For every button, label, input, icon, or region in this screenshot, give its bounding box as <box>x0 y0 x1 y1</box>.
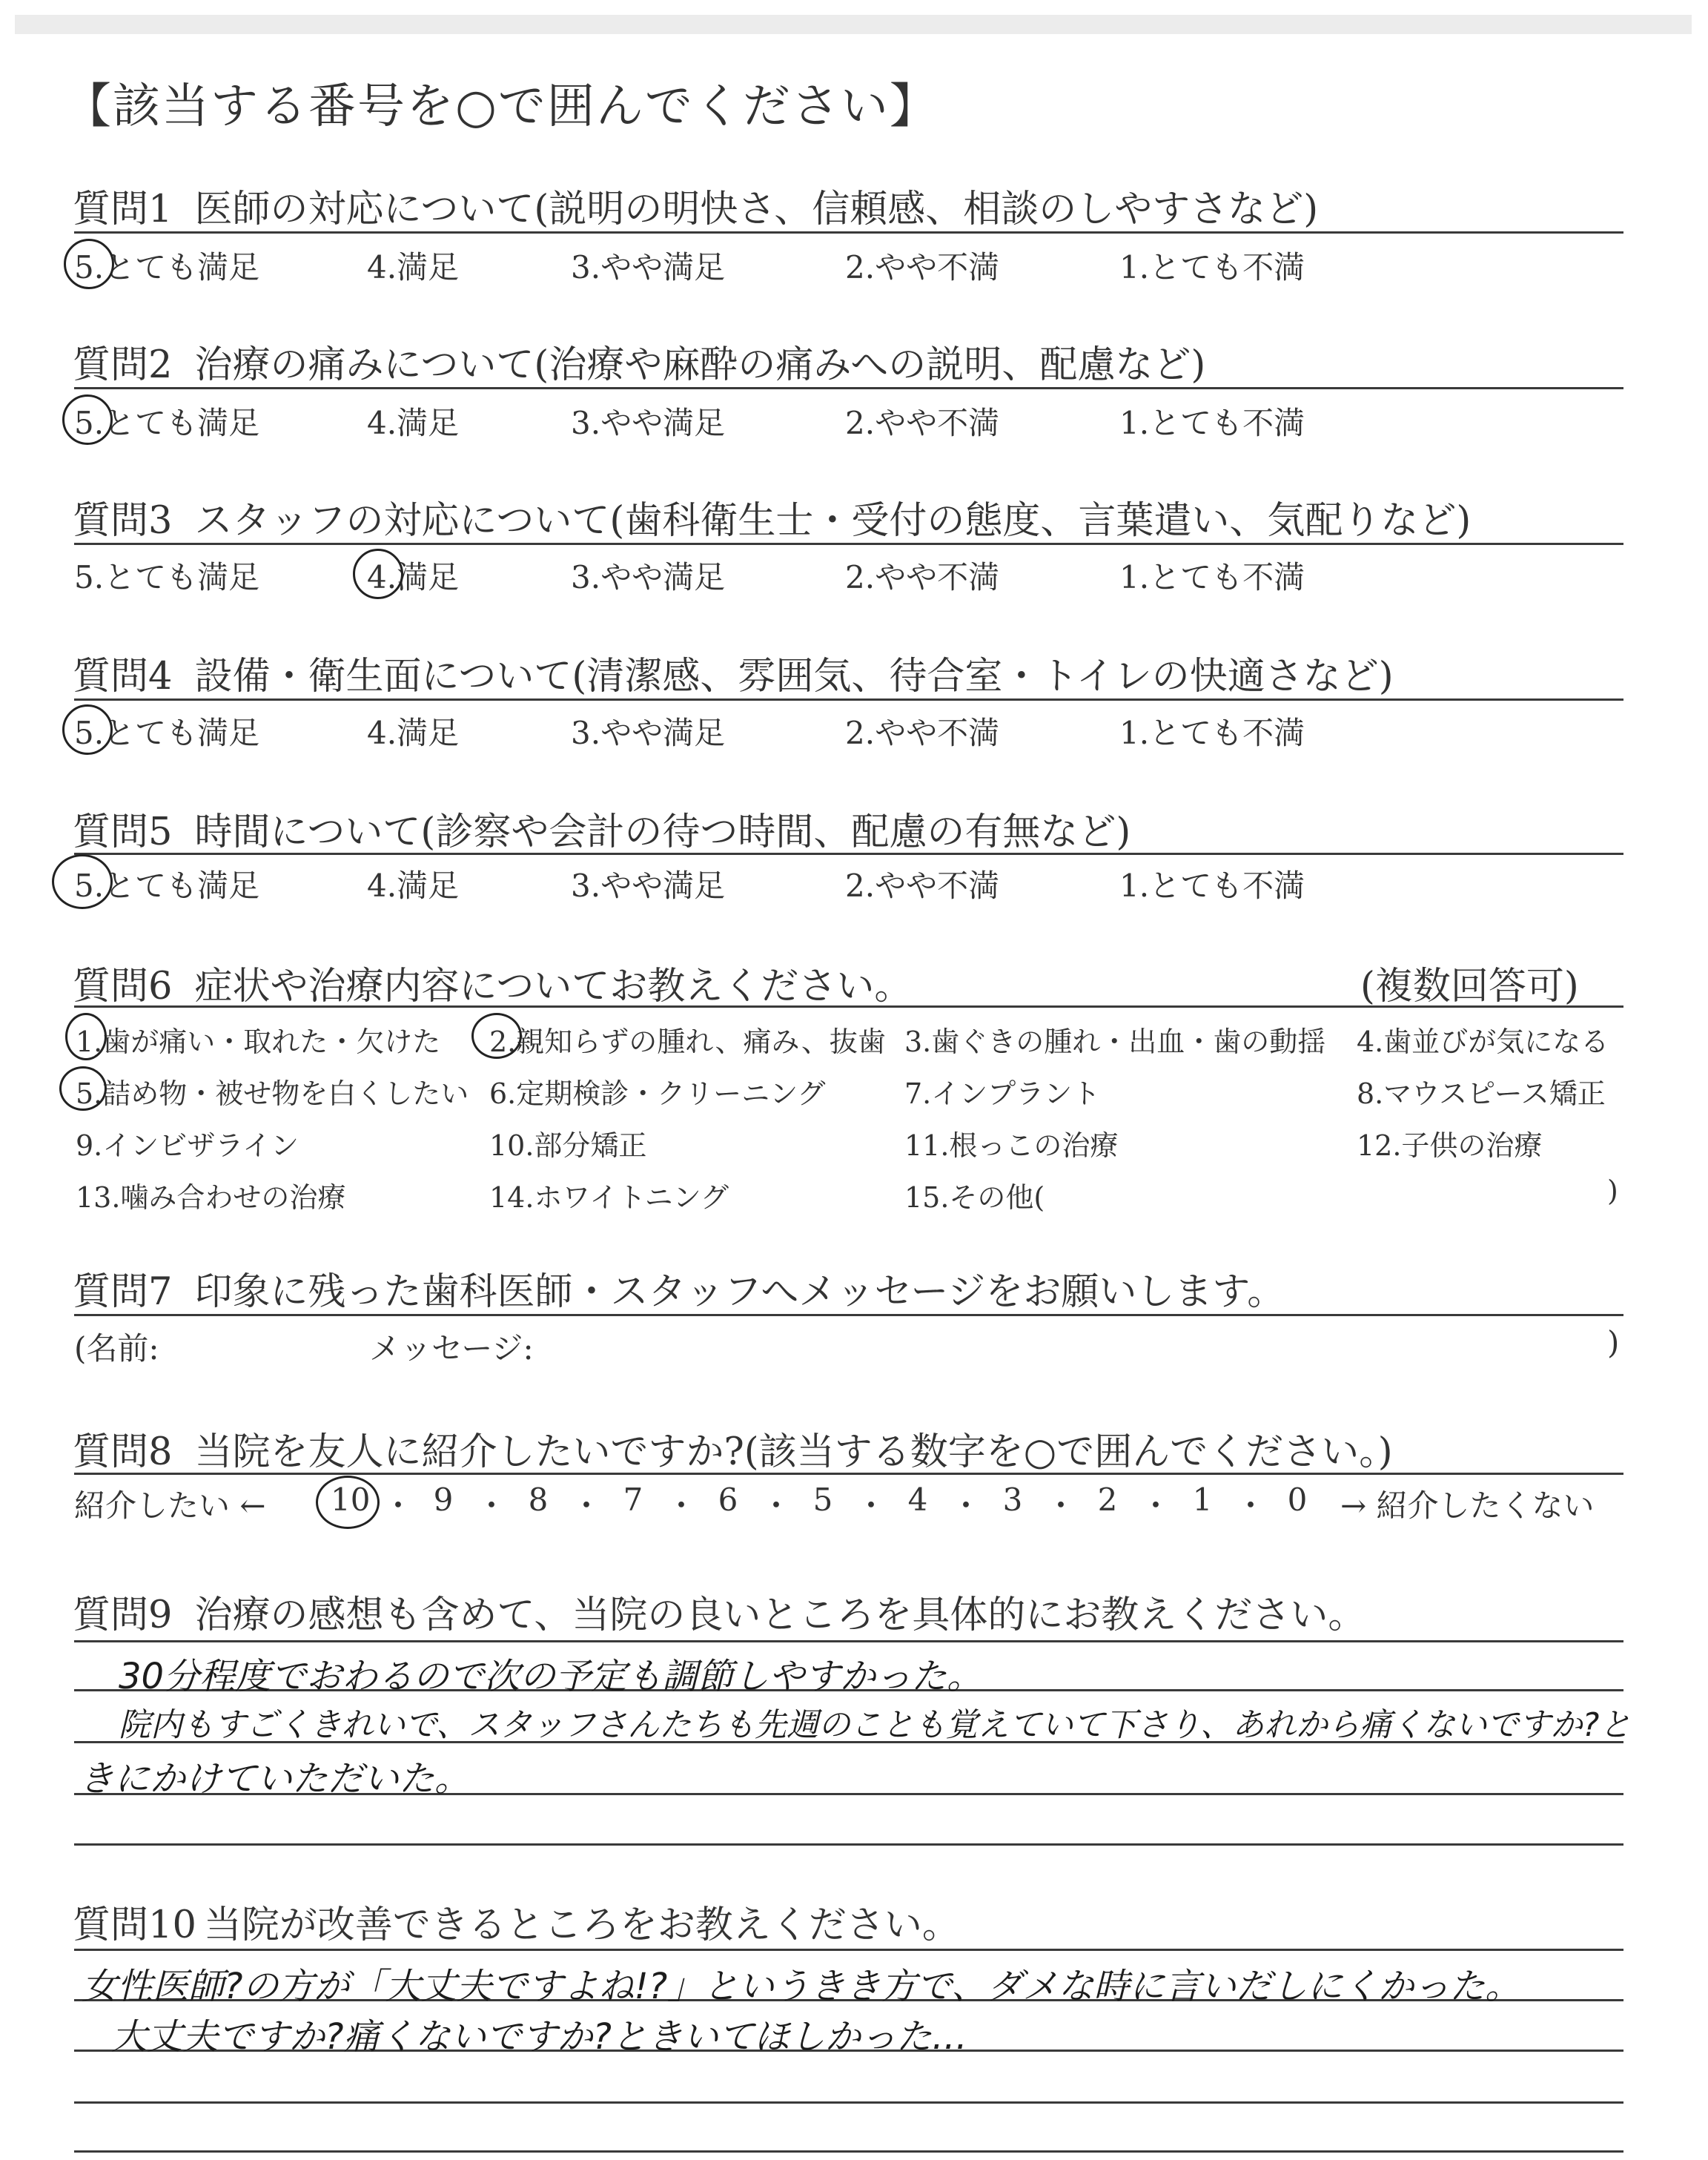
q6-option-12[interactable]: 12.子供の治療 <box>1357 1129 1543 1162</box>
question-text: 症状や治療内容についてお教えください。 <box>194 965 913 1008</box>
q4-option-3[interactable]: 3.やや満足 <box>571 715 726 751</box>
q2-option-2[interactable]: 2.やや不満 <box>845 405 1000 441</box>
q1-option-3[interactable]: 3.やや満足 <box>571 249 726 285</box>
not-recommend-label: → 紹介したくない <box>1340 1487 1595 1524</box>
score-separator: ・ <box>855 1487 887 1524</box>
q3-option-5[interactable]: 5.とても満足 <box>74 559 260 595</box>
q4-option-1[interactable]: 1.とても不満 <box>1119 715 1305 751</box>
question-7-rule <box>74 1314 1623 1316</box>
q3-option-2[interactable]: 2.やや不満 <box>845 559 1000 595</box>
q6-option-7[interactable]: 7.インプラント <box>904 1077 1101 1110</box>
question-2-title <box>73 334 1205 389</box>
recommend-label: 紹介したい ← <box>74 1487 266 1524</box>
q2-option-4[interactable]: 4.満足 <box>367 405 460 441</box>
q5-option-5[interactable]: 5.とても満足 <box>74 868 260 904</box>
question-text: 治療の感想も含めて、当院の良いところを具体的にお教えください。 <box>194 1593 1366 1637</box>
q4-option-5[interactable]: 5.とても満足 <box>74 715 260 751</box>
answer-line <box>74 1949 1623 1951</box>
name-field-label: (名前: <box>74 1330 159 1367</box>
message-field-label: メッセージ: <box>369 1330 534 1367</box>
q1-option-4[interactable]: 4.満足 <box>367 249 460 285</box>
question-label: 質問1 <box>73 188 173 231</box>
q1-option-2[interactable]: 2.やや不満 <box>845 249 1000 285</box>
score-8[interactable]: 8 <box>528 1482 549 1518</box>
q6-other-close: ) <box>1607 1175 1618 1207</box>
score-separator: ・ <box>761 1487 792 1524</box>
page-title: 【該当する番号を○で囲んでください】 <box>64 79 939 134</box>
handwritten-answer-line: 院内もすごくきれいで、スタッフさんたちも先週のことも覚えていて下さり、あれから痛くないですか?と <box>119 1706 1632 1744</box>
q2-option-3[interactable]: 3.やや満足 <box>571 405 726 441</box>
score-1[interactable]: 1 <box>1192 1482 1213 1518</box>
question-label: 質問3 <box>73 499 173 543</box>
score-9[interactable]: 9 <box>433 1482 454 1518</box>
score-6[interactable]: 6 <box>718 1482 738 1518</box>
handwritten-answer-line: きにかけていただいた。 <box>79 1758 471 1800</box>
q6-option-13[interactable]: 13.噛み合わせの治療 <box>76 1181 346 1214</box>
question-3-title <box>73 489 1471 544</box>
q6-option-9[interactable]: 9.インビザライン <box>76 1129 299 1162</box>
q6-option-14[interactable]: 14.ホワイトニング <box>489 1181 729 1214</box>
score-2[interactable]: 2 <box>1097 1482 1118 1518</box>
question-label: 質問6 <box>73 965 173 1008</box>
q1-option-5[interactable]: 5.とても満足 <box>74 249 260 285</box>
q6-option-4[interactable]: 4.歯並びが気になる <box>1357 1025 1609 1058</box>
question-2-rule <box>74 387 1623 389</box>
score-5[interactable]: 5 <box>812 1482 833 1518</box>
question-label: 質問4 <box>73 655 173 698</box>
multiple-answers-note: (複数回答可) <box>1360 965 1579 1008</box>
question-text: 治療の痛みについて(治療や麻酔の痛みへの説明、配慮など) <box>194 343 1206 387</box>
question-9-title <box>73 1584 1366 1639</box>
score-7[interactable]: 7 <box>623 1482 643 1518</box>
answer-line <box>74 2101 1623 2104</box>
question-4-rule <box>74 698 1623 701</box>
q1-option-1[interactable]: 1.とても不満 <box>1119 249 1305 285</box>
q3-option-3[interactable]: 3.やや満足 <box>571 559 726 595</box>
score-separator: ・ <box>1235 1487 1267 1524</box>
question-label: 質問9 <box>73 1593 173 1637</box>
score-separator: ・ <box>571 1487 603 1524</box>
question-label: 質問2 <box>73 343 173 387</box>
question-1-title <box>73 178 1318 233</box>
question-7-title <box>73 1261 1285 1315</box>
question-text: 印象に残った歯科医師・スタッフへメッセージをお願いします。 <box>194 1270 1285 1314</box>
score-separator: ・ <box>1140 1487 1172 1524</box>
q5-option-1[interactable]: 1.とても不満 <box>1119 868 1305 904</box>
handwritten-answer-line: 大丈夫ですか?痛くないですか?ときいてほしかった… <box>111 2016 967 2058</box>
question-8-title <box>73 1421 1393 1476</box>
score-separator: ・ <box>476 1487 508 1524</box>
q6-option-6[interactable]: 6.定期検診・クリーニング <box>489 1077 826 1110</box>
q6-option-3[interactable]: 3.歯ぐきの腫れ・出血・歯の動揺 <box>904 1025 1326 1058</box>
q4-option-4[interactable]: 4.満足 <box>367 715 460 751</box>
selection-circle <box>353 549 403 599</box>
question-label: 質問5 <box>73 810 173 854</box>
handwritten-answer-line: 女性医師?の方が「大丈夫ですよね!?」というきき方で、ダメな時に言いだしにくかった。 <box>82 1966 1521 2007</box>
answer-line <box>74 2150 1623 2153</box>
q2-option-5[interactable]: 5.とても満足 <box>74 405 260 441</box>
q6-option-5[interactable]: 5.詰め物・被せ物を白くしたい <box>76 1077 469 1110</box>
question-text: 設備・衛生面について(清潔感、雰囲気、待合室・トイレの快適さなど) <box>194 655 1394 698</box>
q5-option-2[interactable]: 2.やや不満 <box>845 868 1000 904</box>
q6-option-11[interactable]: 11.根っこの治療 <box>904 1129 1119 1162</box>
q3-option-1[interactable]: 1.とても不満 <box>1119 559 1305 595</box>
q6-option-15[interactable]: 15.その他( <box>904 1181 1045 1214</box>
selection-circle <box>64 239 114 289</box>
selection-circle <box>316 1476 380 1529</box>
q3-option-4[interactable]: 4.満足 <box>367 559 460 595</box>
question-10-title <box>73 1894 960 1949</box>
question-text: 時間について(診察や会計の待つ時間、配慮の有無など) <box>194 810 1131 854</box>
question-6-rule <box>74 1005 1623 1008</box>
question-label: 質問8 <box>73 1430 173 1474</box>
answer-line <box>74 1640 1623 1642</box>
score-4[interactable]: 4 <box>907 1482 928 1518</box>
question-8-rule <box>74 1473 1623 1475</box>
score-separator: ・ <box>383 1487 414 1524</box>
question-5-title <box>73 801 1131 856</box>
score-separator: ・ <box>950 1487 982 1524</box>
message-field-close: ) <box>1607 1324 1620 1361</box>
selection-circle <box>471 1013 522 1059</box>
question-1-rule <box>74 231 1623 234</box>
selection-circle <box>62 704 113 755</box>
selection-circle <box>52 854 113 909</box>
question-6-title <box>73 955 912 1010</box>
question-text: 当院が改善できるところをお教えください。 <box>203 1903 960 1947</box>
q5-option-3[interactable]: 3.やや満足 <box>571 868 726 904</box>
question-3-rule <box>74 543 1623 545</box>
score-3[interactable]: 3 <box>1002 1482 1023 1518</box>
selection-circle <box>59 1066 107 1111</box>
question-text: 医師の対応について(説明の明快さ、信頼感、相談のしやすさなど) <box>194 188 1319 231</box>
scan-edge-strip <box>15 15 1692 34</box>
score-separator: ・ <box>1045 1487 1077 1524</box>
selection-circle <box>65 1013 107 1060</box>
q6-option-8[interactable]: 8.マウスピース矯正 <box>1357 1077 1606 1110</box>
handwritten-answer-line: 30分程度でおわるので次の予定も調節しやすかった。 <box>119 1656 983 1697</box>
score-0[interactable]: 0 <box>1287 1482 1308 1518</box>
q6-option-1[interactable]: 1.歯が痛い・取れた・欠けた <box>76 1025 441 1058</box>
question-4-title <box>73 645 1394 700</box>
score-10[interactable]: 10 <box>331 1482 371 1518</box>
question-text: スタッフの対応について(歯科衛生士・受付の態度、言葉遣い、気配りなど) <box>194 499 1472 543</box>
question-label: 質問7 <box>73 1270 173 1314</box>
q6-option-10[interactable]: 10.部分矯正 <box>489 1129 647 1162</box>
question-text: 当院を友人に紹介したいですか?(該当する数字を○で囲んでください。) <box>194 1430 1393 1474</box>
q2-option-1[interactable]: 1.とても不満 <box>1119 405 1305 441</box>
q5-option-4[interactable]: 4.満足 <box>367 868 460 904</box>
selection-circle <box>62 394 113 445</box>
score-separator: ・ <box>666 1487 698 1524</box>
answer-line <box>74 1843 1623 1846</box>
question-5-rule <box>74 853 1623 855</box>
q6-option-2[interactable]: 2.親知らずの腫れ、痛み、抜歯 <box>489 1025 886 1058</box>
question-label: 質問10 <box>73 1903 196 1947</box>
q4-option-2[interactable]: 2.やや不満 <box>845 715 1000 751</box>
